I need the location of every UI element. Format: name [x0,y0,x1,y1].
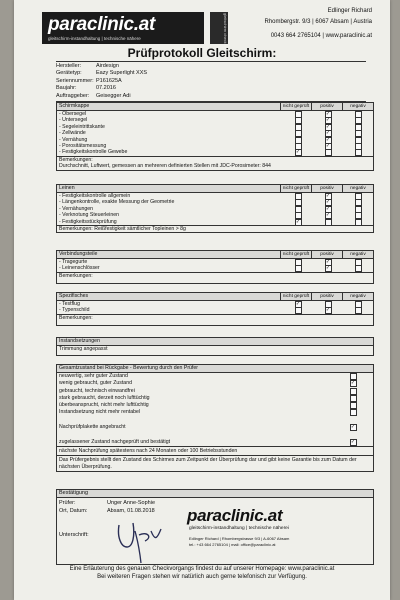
checkbox[interactable]: ✓ [325,307,331,314]
remarks [57,225,373,233]
checkbox-cell [283,307,313,313]
checkbox-cell [333,409,373,416]
column-not-checked: nicht geprüft [280,251,311,258]
section-lines [56,184,374,233]
checklist-label: - Vernähung [59,136,88,143]
assessment-label [57,431,333,438]
examiner-label: Prüfer: [59,500,76,506]
section-title: Spezifisches [59,293,89,299]
section-header [57,293,373,301]
info-value: Geisegger Adi [96,92,131,99]
checkbox-cell [313,219,343,225]
header-contact: 0043 664 2765104 | www.paraclinic.at [270,33,372,39]
checkbox-cell [313,265,343,271]
info-row [56,93,366,100]
info-key: Gerätetyp: [56,70,82,77]
checklist-label: - Untersegel [59,117,88,124]
stamp-logo: paraclinic.at [187,506,283,525]
checkbox[interactable]: ✓ [325,193,331,199]
assessment-row [57,395,373,402]
checkbox[interactable] [295,307,302,314]
column-positive: positiv [311,185,342,192]
logo-subtitle: gleitschirm-instandhaltung | technische nähere [48,36,141,41]
section-repairs [56,337,374,356]
checkbox-cell [333,431,373,438]
assessment-row [57,439,373,446]
place-date-row [59,508,155,514]
checkbox[interactable]: ✓ [325,123,331,130]
checkbox-cell [283,219,313,225]
section-header [57,103,373,111]
info-row [56,85,366,92]
section-title: Instandsetzungen [59,338,100,344]
checkbox-cell [333,417,373,424]
assessment-label: Nachprüfplakette angebracht [59,424,126,431]
section-header [57,365,373,373]
assessment-row [57,373,373,380]
info-row [56,70,366,77]
signature-row [59,532,89,538]
assessment-row [57,424,373,431]
examiner-value: Unger Anne-Sophie [107,500,156,506]
column-negative: negativ [342,103,373,110]
column-positive: positiv [311,103,342,110]
checklist-label: - Segeleintrittskante [59,123,105,130]
checkbox[interactable] [350,388,357,395]
section-canopy [56,102,374,171]
assessment-row [57,388,373,395]
checklist-label: - Porositätsmessung [59,142,107,149]
column-negative: negativ [342,293,373,300]
info-key: Auftraggeber: [56,92,90,99]
checklist-label: - Obersegel [59,111,87,117]
info-row [56,78,366,85]
assessment-rows [57,373,373,446]
checkbox[interactable]: ✓ [325,117,331,124]
checkbox[interactable]: ✓ [325,259,331,265]
info-key: Hersteller: [56,63,82,69]
checkbox[interactable]: ✓ [325,130,331,137]
repairs-text: Trimmung angepasst [59,346,108,352]
place-date-value: Absam, 01.08.2018 [107,508,155,514]
checkbox-cell [333,373,373,380]
checkbox[interactable] [355,265,362,272]
info-value: Eazy Superlight XXS [96,70,148,77]
logo-text: paraclinic.at [48,14,155,35]
assessment-row [57,380,373,387]
checkbox-cell [333,380,373,387]
section-title: Bestätigung [59,490,89,496]
section-rows [57,301,373,314]
remarks [57,314,373,325]
section-title: Leinen [59,185,75,191]
column-not-checked: nicht geprüft [280,293,311,300]
checkbox-cell [333,388,373,395]
section-header [57,185,373,193]
remarks [57,156,373,170]
checkbox-cell [343,149,373,155]
remarks [57,272,373,283]
info-value: P161625A [96,77,122,84]
checkbox-cell [313,307,343,313]
checklist-row [57,307,373,313]
column-positive: positiv [311,251,342,258]
checkbox[interactable] [355,219,362,226]
checkbox[interactable]: ✓ [325,199,331,206]
company-stamp [181,506,361,560]
checkbox[interactable] [355,149,362,156]
remarks-label: Bemerkungen: [59,314,93,321]
remarks-text: Durchschnitt, Luftwert, gemessen an mehreren definierten Stellen mit JDC-Porosimeter: 844 [59,163,271,170]
checklist-row [57,219,373,225]
assessment-label: Instandsetzung nicht mehr rentabel [59,409,141,416]
section-connectors [56,250,374,284]
protocol-page [14,0,390,600]
column-not-checked: nicht geprüft [280,185,311,192]
checkbox[interactable] [325,149,332,156]
checkbox-cell [343,307,373,313]
checkbox[interactable] [350,373,357,380]
checkbox[interactable]: ✓ [325,136,331,143]
remarks-label: Bemerkungen: [59,156,93,163]
assessment-label: überbeansprucht, nicht mehr lufttüchtig [59,402,149,409]
info-key: Baujahr: [56,85,77,92]
header-logo [42,12,228,44]
checkbox-cell [333,395,373,402]
checkbox[interactable]: ✓ [325,111,331,117]
checklist-label: - Vernähungen [59,205,94,212]
assessment-row [57,402,373,409]
result-note: Das Prüfergebnis stellt den Zustand des Schirmes zum Zeitpunkt der Überprüfung dar und gibt keine Garantie bis zum Datum der nächsten Überprüfung. [57,455,373,471]
checkbox-cell [333,439,373,446]
section-specific [56,292,374,326]
checklist-label: - Zellwände [59,130,86,137]
assessment-label: neuwertig, sehr guter Zustand [59,373,128,379]
examiner-row [59,500,155,506]
checkbox[interactable]: ✓ [295,218,301,225]
assessment-label: gebraucht, technisch einwandfrei [59,387,135,394]
column-negative: negativ [342,185,373,192]
checkbox-cell [343,219,373,225]
logo-box [42,12,204,44]
assessment-row [57,409,373,416]
checkbox[interactable]: ✓ [350,380,356,387]
section-header [57,490,373,498]
section-rows [57,111,373,156]
section-title: Schirmkappe [59,103,90,109]
column-positive: positiv [311,293,342,300]
header-name: Edlinger Richard [327,8,372,14]
checkbox[interactable]: ✓ [295,149,301,156]
checklist-label: - Typenschild [59,307,90,314]
section-header [57,251,373,259]
info-row [56,63,366,70]
checkbox[interactable] [350,409,357,416]
section-title: Verbindungsteile [59,251,98,257]
header-address: Rhombergstr. 9/3 | 6067 Absam | Austria [264,19,372,25]
section-rows [57,259,373,272]
checkbox[interactable]: ✓ [325,212,331,219]
remarks-label: Bemerkungen: [59,225,93,232]
checkbox[interactable]: ✓ [350,424,356,431]
checklist-label: - Verknotung Steuerleinen [59,212,119,219]
assessment-row [57,431,373,438]
checklist-row [57,149,373,155]
info-key: Seriennummer: [56,77,94,84]
footer-line-1: Eine Erläuterung des genauen Checkvorgangs findest du auf unserer Homepage: www.paraclinic.at [69,566,335,572]
next-inspection: nächste Nachprüfung spätestens nach 24 Monaten oder 100 Betriebsstunden [57,446,373,455]
checklist-label: - Tragegurte [59,259,88,265]
column-not-checked: nicht geprüft [280,103,311,110]
checklist-label: - Längenkontrolle, exakte Messung der Geometrie [59,199,175,206]
checkbox-cell [283,265,313,271]
checklist-label: - Festigkeitskontrolle Gewebe [59,149,128,156]
checklist-label: - Testflug [59,301,80,307]
info-block [56,61,366,102]
checkbox[interactable] [325,219,332,226]
info-value: Airdesign [96,63,119,69]
stamp-address: Edlinger Richard | Rhombergstrasse 9/3 | A-6067 Absam [189,536,290,541]
assessment-label: wenig gebraucht, guter Zustand [59,380,132,387]
assessment-label [57,417,333,424]
stamp-subtitle: gleitschirm-instandhaltung | technische näherei [189,526,289,531]
signature-drawing [113,517,173,567]
section-title: Gesamtzustand bei Rückgabe - Bewertung durch den Prüfer [59,365,198,371]
checkbox-cell [333,424,373,431]
checkbox-cell [313,149,343,155]
assessment-label: zugelassener Zustand nachgeprüft und bestätigt [59,438,171,445]
checkbox[interactable] [350,402,357,409]
checkbox[interactable] [295,265,302,272]
remarks-text: Reißfestigkeit sämtlicher Topleinen > 8g [94,225,186,232]
info-value: 07.2016 [96,85,116,92]
section-assessment [56,364,374,472]
checkbox-cell [283,149,313,155]
checklist-label: - Leinenschlösser [59,265,100,272]
footer-line-2: Bei weiteren Fragen stehen wir natürlich auch gerne telefonisch zur Verfügung. [97,574,307,580]
checkbox-cell [333,402,373,409]
checkbox[interactable]: ✓ [295,301,301,307]
checkbox[interactable]: ✓ [325,205,331,212]
section-header [57,338,373,346]
remarks-label: Bemerkungen: [59,272,93,279]
column-negative: negativ [342,251,373,258]
checkbox[interactable]: ✓ [325,265,331,272]
stamp-contact: tel.: +43 664 2765104 | mail: office@paraclinic.at [189,542,276,547]
checkbox[interactable]: ✓ [325,142,331,149]
checklist-label: - Festigkeitskontrolle allgemein [59,193,131,199]
assessment-label: stark gebraucht, derzeit noch lufttüchtig [59,394,150,401]
signature-label: Unterschrift: [59,532,89,538]
checkbox[interactable] [350,395,357,402]
checkbox-cell [343,265,373,271]
place-date-label: Ort, Datum: [59,508,88,514]
checklist-row [57,265,373,271]
section-rows [57,193,373,225]
logo-side-text: gleitschirm check [210,12,228,44]
checkbox[interactable]: ✓ [350,438,356,445]
page-title: Prüfprotokoll Gleitschirm: [127,46,277,60]
checklist-label: - Festigkeitsstückprüfung [59,218,117,225]
checkbox[interactable] [355,307,362,314]
assessment-row [57,417,373,424]
